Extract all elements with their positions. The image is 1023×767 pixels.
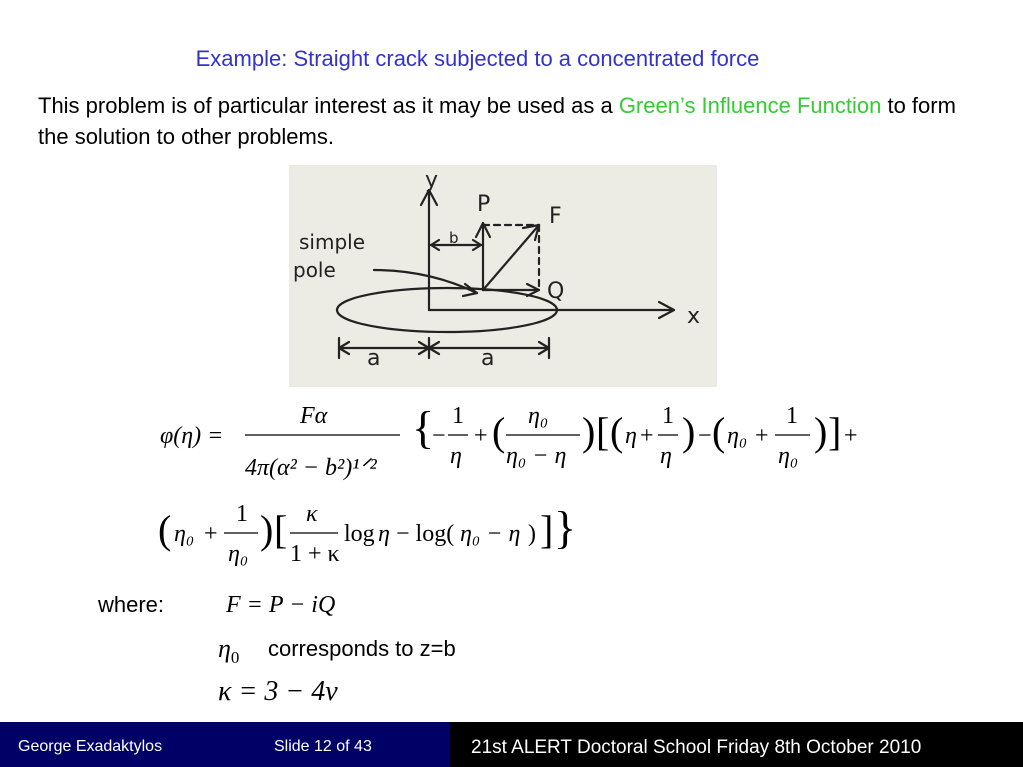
sketch-label-pole: pole bbox=[293, 258, 336, 282]
sketch-label-x: x bbox=[687, 304, 701, 329]
svg-text:κ: κ bbox=[306, 501, 318, 527]
svg-text:η: η bbox=[625, 423, 637, 449]
svg-text:1 + κ: 1 + κ bbox=[290, 541, 340, 567]
intro-text-before: This problem is of particular interest as it may be used as a bbox=[38, 93, 619, 118]
svg-text:+: + bbox=[755, 423, 769, 449]
sketch-label-b: b bbox=[449, 229, 459, 247]
svg-text:log: log bbox=[344, 521, 375, 547]
pole-pointer-curve bbox=[374, 270, 477, 293]
svg-text:]: ] bbox=[828, 409, 842, 454]
eq-f-alpha: Fα bbox=[300, 403, 328, 429]
svg-text:−: − bbox=[432, 423, 446, 449]
eta-subscript: 0 bbox=[230, 648, 240, 668]
svg-text:η₀: η₀ bbox=[528, 403, 549, 429]
svg-text:+: + bbox=[844, 423, 858, 449]
svg-text:−: − bbox=[698, 423, 712, 449]
svg-text:η: η bbox=[450, 443, 462, 469]
svg-text:− log(: − log( bbox=[396, 521, 455, 547]
sketch-label-y: y bbox=[425, 168, 439, 193]
svg-text:[: [ bbox=[596, 409, 610, 454]
sketch-label-simple: simple bbox=[299, 230, 366, 254]
sketch-label-f: F bbox=[549, 204, 562, 229]
sketch-label-p: P bbox=[477, 192, 491, 217]
svg-text:1: 1 bbox=[452, 403, 464, 429]
svg-text:η₀: η₀ bbox=[174, 521, 195, 547]
svg-text:η₀: η₀ bbox=[727, 423, 748, 449]
eq-brace-open: { bbox=[412, 402, 435, 453]
svg-text:): ) bbox=[814, 409, 828, 454]
svg-text:(: ( bbox=[712, 409, 726, 454]
svg-text:]: ] bbox=[540, 507, 554, 552]
f-force-arrow bbox=[483, 225, 539, 290]
eta-symbol: η bbox=[218, 634, 231, 663]
svg-text:+: + bbox=[204, 521, 218, 547]
svg-text:1: 1 bbox=[236, 501, 248, 527]
footer-slide-number: Slide 12 of 43 bbox=[274, 738, 372, 755]
eta-zero-symbol bbox=[218, 634, 239, 668]
intro-text-after: to form the solution to other problems. bbox=[38, 93, 956, 149]
sketch-label-a-right: a bbox=[481, 346, 495, 371]
svg-text:[: [ bbox=[274, 507, 288, 552]
svg-text:(: ( bbox=[492, 409, 506, 454]
svg-text:η₀: η₀ bbox=[228, 541, 249, 567]
slide-title: Example: Straight crack subjected to a concentrated force bbox=[195, 46, 760, 71]
svg-text:η₀ − η: η₀ − η bbox=[506, 443, 567, 469]
sketch-label-a-left: a bbox=[367, 346, 381, 371]
svg-text:): ) bbox=[582, 409, 596, 454]
svg-text:η: η bbox=[660, 443, 672, 469]
sketch-label-q: Q bbox=[547, 279, 565, 304]
svg-text:(: ( bbox=[610, 409, 624, 454]
svg-text:): ) bbox=[528, 521, 536, 547]
svg-text:+: + bbox=[474, 423, 488, 449]
equation-kappa-def: κ = 3 − 4ν bbox=[218, 676, 338, 707]
svg-text:): ) bbox=[260, 507, 274, 552]
svg-text:η₀ − η: η₀ − η bbox=[460, 521, 521, 547]
crack-sketch-image bbox=[289, 165, 717, 387]
svg-text:η: η bbox=[378, 521, 390, 547]
footer-author: George Exadaktylos bbox=[18, 738, 163, 755]
corresponds-text: corresponds to z=b bbox=[268, 636, 456, 661]
crack-sketch-drawing bbox=[289, 165, 717, 387]
eq-denominator: 4π(α² − b²)¹ᐟ² bbox=[245, 455, 377, 481]
equation-f-def: F = P − iQ bbox=[226, 592, 336, 618]
intro-paragraph bbox=[38, 90, 978, 152]
phi-equation bbox=[150, 393, 870, 578]
svg-text:): ) bbox=[682, 409, 696, 454]
svg-text:+: + bbox=[640, 423, 654, 449]
where-label: where: bbox=[98, 592, 165, 617]
footer-event: 21st ALERT Doctoral School Friday 8th October 2010 bbox=[471, 737, 922, 758]
greens-function-highlight: Green’s Influence Function bbox=[618, 93, 882, 118]
svg-text:1: 1 bbox=[786, 403, 798, 429]
svg-text:}: } bbox=[554, 502, 577, 553]
svg-text:1: 1 bbox=[662, 403, 674, 429]
svg-text:η₀: η₀ bbox=[778, 443, 799, 469]
svg-text:(: ( bbox=[158, 507, 172, 552]
eq-phi-lhs: φ(η) = bbox=[160, 423, 224, 449]
